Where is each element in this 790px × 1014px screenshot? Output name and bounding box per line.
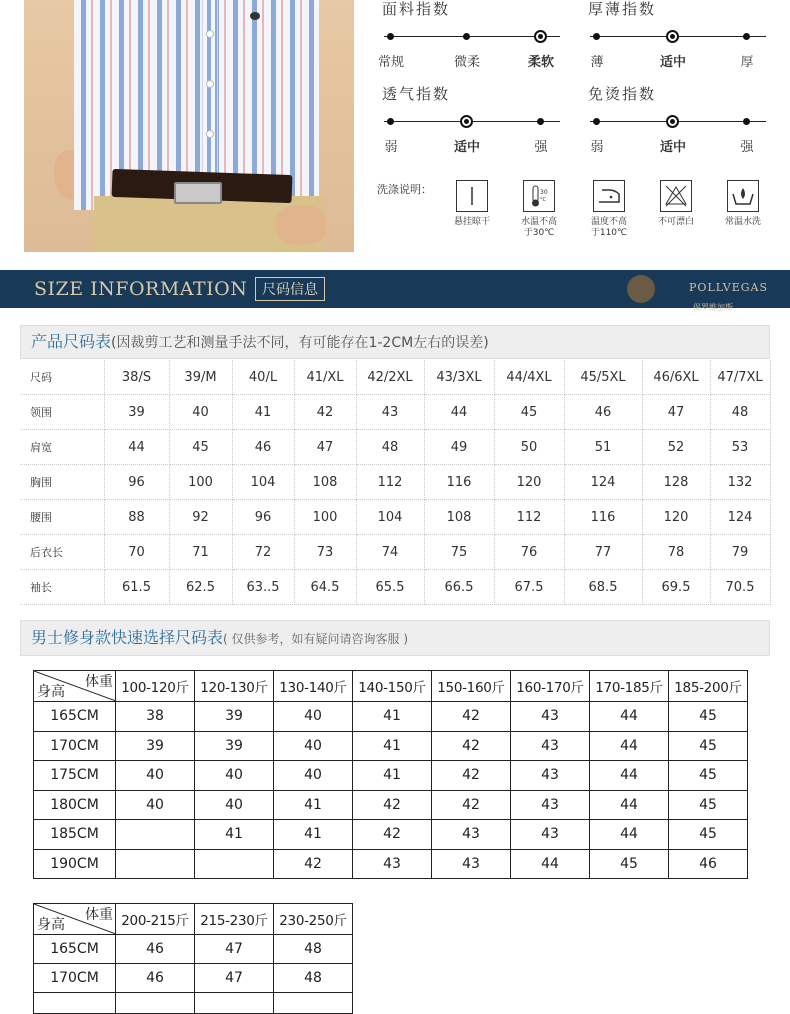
size-cell: 51	[564, 430, 642, 465]
size-cell: 112	[356, 465, 424, 500]
size-cell: 44	[590, 702, 669, 732]
height-label: 180CM	[34, 790, 116, 820]
size-cell: 50	[494, 430, 564, 465]
banner-title-cn: 尺码信息	[255, 277, 325, 301]
size-cell: 45	[169, 430, 232, 465]
weight-range-header: 120-130斤	[195, 671, 274, 702]
size-cell: 46	[116, 964, 195, 993]
height-label: 190CM	[34, 849, 116, 879]
quick-row	[34, 761, 748, 791]
scale-label: 微柔	[453, 55, 481, 70]
scale-label: 强	[740, 140, 754, 155]
product-size-note: (因裁剪工艺和测量手法不同，有可能存在1-2CM左右的误差)	[111, 335, 489, 351]
size-row-label: 胸围	[20, 465, 104, 500]
weight-range-header: 170-185斤	[590, 671, 669, 702]
size-cell: 44	[590, 790, 669, 820]
scale-label: 薄	[590, 55, 604, 70]
corner-weight-label: 体重	[85, 907, 113, 923]
no-bleach-icon	[660, 180, 692, 212]
size-cell: 45/5XL	[564, 360, 642, 395]
size-cell: 41	[232, 395, 294, 430]
hand-right	[276, 205, 326, 245]
height-label: 170CM	[34, 731, 116, 761]
quick-select-note: ( 仅供参考，如有疑问请咨询客服 )	[223, 632, 409, 646]
quick-row	[34, 849, 748, 879]
size-cell: 39	[116, 731, 195, 761]
belt-buckle	[174, 182, 222, 204]
washing-caption: 温度不高 于110℃	[590, 217, 628, 238]
size-cell: 39	[104, 395, 169, 430]
quick-row	[34, 993, 353, 1014]
size-cell: 40	[195, 790, 274, 820]
scale-label: 厚	[740, 55, 754, 70]
size-cell: 38	[116, 702, 195, 732]
scale-dot-selected	[534, 30, 547, 43]
size-row-label: 腰围	[20, 500, 104, 535]
index-title: 厚薄指数	[588, 0, 657, 18]
size-cell: 68.5	[564, 570, 642, 605]
size-cell: 44	[590, 761, 669, 791]
size-cell: 65.5	[356, 570, 424, 605]
size-cell: 64.5	[294, 570, 356, 605]
size-cell: 39/M	[169, 360, 232, 395]
weight-range-header: 185-200斤	[669, 671, 748, 702]
size-cell: 47/7XL	[710, 360, 770, 395]
height-label: 165CM	[34, 935, 116, 964]
size-cell: 43	[432, 820, 511, 850]
index-title: 免烫指数	[588, 85, 657, 103]
size-cell: 96	[232, 500, 294, 535]
scale-dot	[537, 118, 544, 125]
size-cell	[195, 849, 274, 879]
size-header-row	[20, 360, 770, 395]
size-cell: 42	[432, 761, 511, 791]
size-cell: 74	[356, 535, 424, 570]
quick-select-table	[33, 670, 748, 879]
size-cell: 47	[642, 395, 710, 430]
size-cell: 116	[424, 465, 494, 500]
size-cell: 44	[424, 395, 494, 430]
weight-range-header: 100-120斤	[116, 671, 195, 702]
brand-name-en: POLLVEGAS	[689, 281, 768, 294]
size-cell: 43	[511, 761, 590, 791]
size-cell: 42	[274, 849, 353, 879]
washing-caption: 常温水洗	[724, 217, 761, 227]
height-label: 175CM	[34, 761, 116, 791]
size-cell: 41	[353, 761, 432, 791]
size-cell: 42	[294, 395, 356, 430]
size-cell: 40	[195, 761, 274, 791]
scale-dot-selected	[666, 115, 679, 128]
size-cell: 45	[494, 395, 564, 430]
quick-select-table-extra	[33, 903, 353, 1014]
size-cell: 43	[432, 849, 511, 879]
washing-caption: 悬挂晾干	[453, 217, 490, 227]
quick-row	[34, 702, 748, 732]
iron-free-index	[588, 85, 766, 155]
size-cell: 45	[669, 761, 748, 791]
size-cell: 116	[564, 500, 642, 535]
size-cell: 43	[511, 790, 590, 820]
size-cell: 44	[511, 849, 590, 879]
size-cell: 40/L	[232, 360, 294, 395]
product-size-header	[20, 325, 770, 359]
scale-dot	[743, 33, 750, 40]
corner-cell	[34, 904, 116, 935]
size-cell: 43	[511, 702, 590, 732]
size-cell: 48	[274, 935, 353, 964]
size-cell: 44	[590, 820, 669, 850]
thickness-index	[588, 0, 766, 70]
size-cell: 71	[169, 535, 232, 570]
scale-dot-selected	[460, 115, 473, 128]
scale-dot	[743, 118, 750, 125]
size-cell: 42	[353, 820, 432, 850]
size-cell: 92	[169, 500, 232, 535]
size-row-label: 袖长	[20, 570, 104, 605]
size-cell: 47	[195, 964, 274, 993]
weight-range-header: 150-160斤	[432, 671, 511, 702]
size-cell: 45	[669, 731, 748, 761]
banner-title-en: SIZE INFORMATION	[34, 278, 248, 300]
size-cell: 46/6XL	[642, 360, 710, 395]
size-row-label: 尺码	[20, 360, 104, 395]
size-info-banner	[0, 270, 790, 312]
size-cell: 41/XL	[294, 360, 356, 395]
size-cell: 46	[116, 935, 195, 964]
scale-label: 常规	[377, 55, 405, 70]
size-cell: 45	[669, 820, 748, 850]
size-cell: 43	[356, 395, 424, 430]
size-cell: 124	[564, 465, 642, 500]
size-cell: 44	[104, 430, 169, 465]
size-cell: 79	[710, 535, 770, 570]
size-cell: 38/S	[104, 360, 169, 395]
size-cell: 41	[353, 731, 432, 761]
size-cell: 42	[432, 790, 511, 820]
product-photo	[24, 0, 354, 252]
size-cell: 67.5	[494, 570, 564, 605]
scale-label: 柔软	[527, 55, 555, 70]
index-scale	[382, 112, 560, 155]
size-cell: 61.5	[104, 570, 169, 605]
size-cell	[116, 993, 195, 1014]
water-temp-icon	[523, 180, 555, 212]
size-cell: 44	[590, 731, 669, 761]
index-scale	[588, 112, 766, 155]
size-cell: 73	[294, 535, 356, 570]
size-cell: 48	[274, 964, 353, 993]
size-row-label: 后衣长	[20, 535, 104, 570]
index-scale	[588, 27, 766, 70]
size-cell: 49	[424, 430, 494, 465]
size-cell	[116, 820, 195, 850]
size-cell: 41	[353, 702, 432, 732]
size-cell: 45	[669, 702, 748, 732]
scale-dot	[387, 33, 394, 40]
washing-caption: 不可漂白	[657, 217, 694, 227]
size-cell: 70	[104, 535, 169, 570]
quick-select-title: 男士修身款快速选择尺码表	[31, 628, 224, 647]
size-cell: 77	[564, 535, 642, 570]
corner-height-label: 身高	[37, 684, 65, 700]
height-label: 165CM	[34, 702, 116, 732]
size-row-label: 领围	[20, 395, 104, 430]
size-cell: 41	[274, 820, 353, 850]
size-cell: 76	[494, 535, 564, 570]
shirt-placket	[202, 0, 218, 185]
size-cell: 104	[356, 500, 424, 535]
size-cell: 63..5	[232, 570, 294, 605]
size-cell: 62.5	[169, 570, 232, 605]
index-title: 透气指数	[382, 85, 451, 103]
breathability-index	[382, 85, 560, 155]
washing-caption: 水温不高 于30℃	[520, 217, 557, 238]
corner-weight-label: 体重	[85, 674, 113, 690]
fabric-index	[377, 0, 560, 70]
size-cell: 45	[590, 849, 669, 879]
quick-row	[34, 731, 748, 761]
size-cell: 40	[169, 395, 232, 430]
washing-item	[442, 180, 502, 228]
size-cell: 66.5	[424, 570, 494, 605]
scale-dot	[387, 118, 394, 125]
size-cell: 88	[104, 500, 169, 535]
washing-item	[646, 180, 706, 228]
size-cell: 53	[710, 430, 770, 465]
scale-label: 适中	[659, 140, 687, 155]
scale-label: 强	[534, 140, 548, 155]
quick-header-row	[34, 904, 353, 935]
size-cell: 42/2XL	[356, 360, 424, 395]
index-scale	[377, 27, 560, 70]
quick-row	[34, 790, 748, 820]
size-cell: 40	[274, 702, 353, 732]
size-cell: 43	[511, 731, 590, 761]
size-cell: 108	[424, 500, 494, 535]
size-cell: 41	[274, 790, 353, 820]
svg-text:30: 30	[540, 189, 548, 196]
scale-label: 弱	[590, 140, 604, 155]
size-cell: 42	[353, 790, 432, 820]
product-size-table	[20, 360, 771, 605]
size-cell: 70.5	[710, 570, 770, 605]
quick-header-row	[34, 671, 748, 702]
size-cell: 40	[116, 761, 195, 791]
size-row	[20, 465, 770, 500]
size-cell: 39	[195, 731, 274, 761]
size-cell: 78	[642, 535, 710, 570]
scale-dot	[593, 118, 600, 125]
size-cell: 42	[432, 731, 511, 761]
size-cell: 75	[424, 535, 494, 570]
size-cell: 72	[232, 535, 294, 570]
size-row	[20, 430, 770, 465]
size-cell: 120	[642, 500, 710, 535]
size-row	[20, 535, 770, 570]
size-cell: 120	[494, 465, 564, 500]
size-cell: 128	[642, 465, 710, 500]
weight-range-header: 215-230斤	[195, 904, 274, 935]
weight-range-header: 160-170斤	[511, 671, 590, 702]
quick-row	[34, 820, 748, 850]
shirt-button	[206, 80, 214, 88]
svg-text:°C: °C	[540, 197, 546, 203]
size-cell: 108	[294, 465, 356, 500]
size-cell: 40	[116, 790, 195, 820]
size-cell: 48	[356, 430, 424, 465]
size-cell	[274, 993, 353, 1014]
weight-range-header: 230-250斤	[274, 904, 353, 935]
size-cell: 96	[104, 465, 169, 500]
brand-logo-icon	[627, 275, 655, 303]
corner-height-label: 身高	[37, 917, 65, 933]
height-label	[34, 993, 116, 1014]
size-cell: 132	[710, 465, 770, 500]
scale-label: 适中	[453, 140, 481, 155]
size-cell: 69.5	[642, 570, 710, 605]
size-cell: 52	[642, 430, 710, 465]
size-cell	[116, 849, 195, 879]
scale-label: 弱	[384, 140, 398, 155]
size-cell: 100	[294, 500, 356, 535]
scale-label: 适中	[659, 55, 687, 70]
hand-wash-icon	[727, 180, 759, 212]
size-cell: 40	[274, 731, 353, 761]
size-cell: 112	[494, 500, 564, 535]
size-cell: 43	[511, 820, 590, 850]
size-cell: 46	[564, 395, 642, 430]
washing-item	[509, 180, 569, 239]
size-cell: 46	[669, 849, 748, 879]
product-size-title: 产品尺码表	[31, 332, 112, 351]
scale-dot-selected	[666, 30, 679, 43]
size-row	[20, 500, 770, 535]
size-cell: 100	[169, 465, 232, 500]
size-cell: 39	[195, 702, 274, 732]
quick-row	[34, 964, 353, 993]
size-cell	[195, 993, 274, 1014]
size-cell: 104	[232, 465, 294, 500]
shirt-button	[206, 30, 214, 38]
iron-icon	[593, 180, 625, 212]
size-cell: 42	[432, 702, 511, 732]
weight-range-header: 130-140斤	[274, 671, 353, 702]
size-cell: 45	[669, 790, 748, 820]
size-cell: 47	[195, 935, 274, 964]
index-title: 面料指数	[382, 0, 451, 18]
quick-row	[34, 935, 353, 964]
size-cell: 124	[710, 500, 770, 535]
washing-title: 洗涤说明：	[377, 183, 432, 196]
shirt-button	[206, 130, 214, 138]
washing-item	[713, 180, 773, 228]
scale-dot	[463, 33, 470, 40]
size-row	[20, 395, 770, 430]
weight-range-header: 200-215斤	[116, 904, 195, 935]
hang-dry-icon	[456, 180, 488, 212]
size-cell: 46	[232, 430, 294, 465]
size-cell: 47	[294, 430, 356, 465]
size-cell: 43	[353, 849, 432, 879]
embroidered-logo	[250, 12, 260, 20]
height-label: 185CM	[34, 820, 116, 850]
size-cell: 43/3XL	[424, 360, 494, 395]
height-label: 170CM	[34, 964, 116, 993]
scale-dot	[593, 33, 600, 40]
quick-select-header	[20, 620, 770, 656]
size-row	[20, 570, 770, 605]
size-cell: 41	[195, 820, 274, 850]
size-cell: 40	[274, 761, 353, 791]
brand-name-cn: 保罗维加斯	[693, 303, 734, 312]
washing-item	[579, 180, 639, 239]
brand-name	[689, 276, 768, 314]
weight-range-header: 140-150斤	[353, 671, 432, 702]
size-cell: 44/4XL	[494, 360, 564, 395]
corner-cell	[34, 671, 116, 702]
size-row-label: 肩宽	[20, 430, 104, 465]
size-cell: 48	[710, 395, 770, 430]
